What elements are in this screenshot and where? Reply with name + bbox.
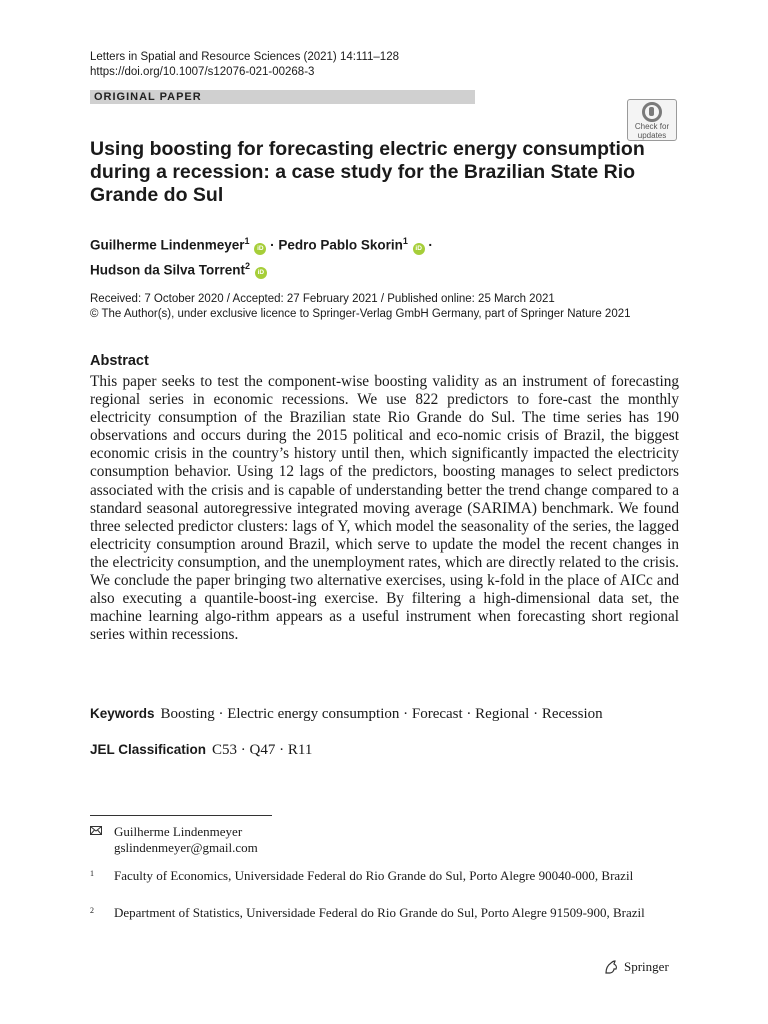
author-affiliation-mark: 2 (245, 260, 251, 271)
orcid-icon[interactable]: iD (254, 243, 266, 255)
orcid-icon[interactable]: iD (255, 267, 267, 279)
journal-line: Letters in Spatial and Resource Sciences (2021) 14:111–128 (90, 51, 399, 63)
publication-history (90, 292, 631, 322)
abstract-heading: Abstract (90, 353, 149, 369)
check-updates-line-1: Check for (634, 122, 670, 131)
footnote-divider (90, 815, 272, 816)
orcid-icon[interactable]: iD (413, 243, 425, 255)
publisher-name: Springer (624, 959, 669, 974)
copyright-line: © The Author(s), under exclusive licence to Springer-Verlag GmbH Germany, part of Springer Nature 2021 (90, 308, 631, 320)
affiliation-number: 2 (90, 906, 94, 915)
jel-label: JEL Classification (90, 742, 207, 757)
keywords-label: Keywords (90, 706, 155, 721)
affiliation-number: 1 (90, 869, 94, 878)
author-affiliation-mark: 1 (244, 236, 250, 246)
author-name[interactable]: Pedro Pablo Skorin (278, 237, 403, 253)
envelope-icon (90, 826, 102, 835)
check-updates-line-2: updates (637, 131, 667, 140)
author-name[interactable]: Guilherme Lindenmeyer (90, 237, 245, 253)
check-for-updates-badge[interactable] (627, 99, 677, 141)
corresponding-author: Guilherme Lindenmeyer (114, 824, 243, 839)
article-type-bar: ORIGINAL PAPER (90, 90, 475, 104)
keywords-line (90, 705, 603, 723)
author-name[interactable]: Hudson da Silva Torrent (90, 262, 246, 277)
author-affiliation-mark: 1 (402, 236, 408, 246)
affiliation-text: Department of Statistics, Universidade Federal do Rio Grande do Sul, Porto Alegre 91509-900, Brazil (114, 905, 645, 920)
journal-citation (90, 50, 399, 80)
author-list: Guilherme Lindenmeyer$^1$ iD · Pedro Pablo Skorin$^1$ iD · Hudson da Silva Torrent$^2$ iD (90, 236, 433, 277)
abstract-text: This paper seeks to test the component-wise boosting validity as an instrument of forecasting regional series in economic recessions. We use 822 predictors to fore-cast the monthly electricity consumption of the Brazilian state Rio Grande do Sul. The time series has 190 observations and occurs during the 2015 political and eco-nomic crisis of Brazil, the biggest economic crisis in the country’s history until then, which significantly impacted the electricity consumption behavior. Using 12 lags of the predictors, boosting manages to select predictors associated with the crisis and is capable of understanding better the trend change compared to a standard seasonal autoregressive integrated moving average (SARIMA) benchmark. We found three selected predictor clusters: lags of Y, which model the seasonality of the series, the lagged electricity consumption around Brazil, which serve to update the model the recent changes in the electricity consumption, and the unemployment rates, which are directly related to the crisis. We conclude the paper bringing two alternative exercises, using k-fold in the place of AICc and also executing a quantile-boost-ing exercise. By filtering a high-dimensional data set, the machine learning algo-rithm appears as a useful instrument when forecasting short regional series within recessions. (90, 373, 679, 644)
affiliation-text: Faculty of Economics, Universidade Federal do Rio Grande do Sul, Porto Alegre 90040-000, Brazil (114, 868, 634, 883)
crossmark-icon (642, 102, 662, 122)
paper-title: Using boosting for forecasting electric energy consumption during a recession: a case study for the Brazilian State Rio Grande do Sul (90, 138, 645, 206)
dates-line: Received: 7 October 2020 / Accepted: 27 February 2021 / Published online: 25 March 2021 (90, 293, 555, 305)
springer-horse-icon (603, 959, 619, 975)
keywords-text: Boosting · Electric energy consumption · Forecast · Regional · Recession (160, 706, 603, 722)
author-email[interactable]: gslindenmeyer@gmail.com (114, 840, 258, 855)
jel-classification-line (90, 741, 312, 759)
correspondence-text (114, 824, 258, 856)
jel-codes: C53 · Q47 · R11 (212, 742, 313, 758)
doi-link[interactable]: https://doi.org/10.1007/s12076-021-00268-3 (90, 66, 315, 78)
